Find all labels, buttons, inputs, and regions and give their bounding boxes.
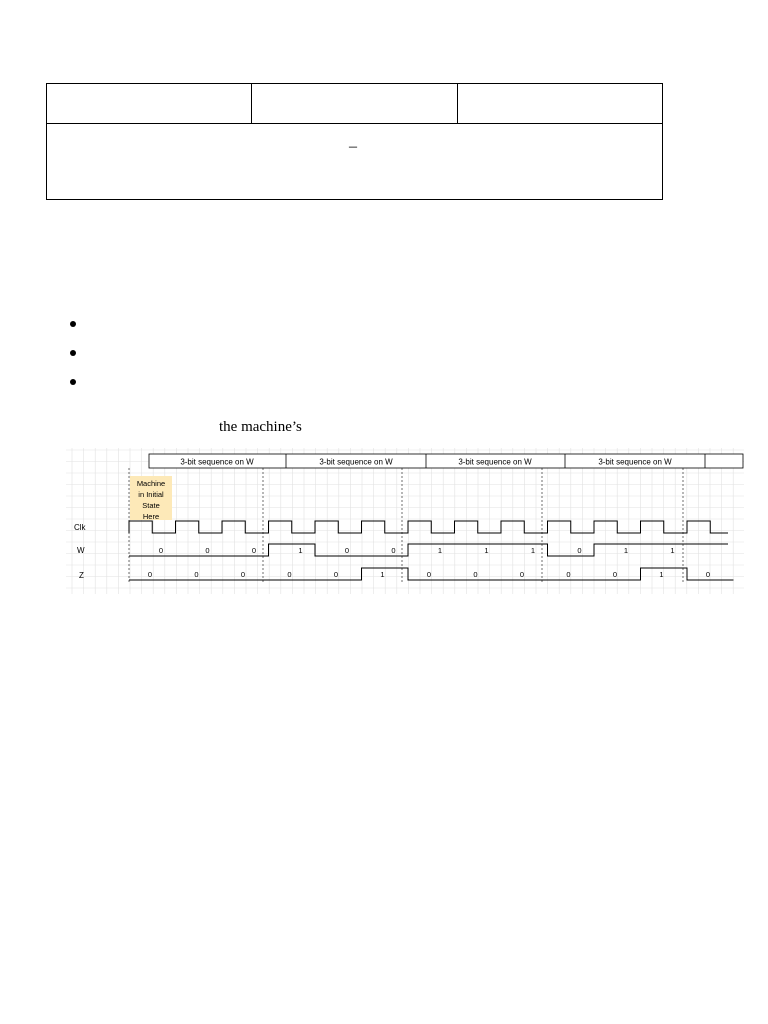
note-line: Machine <box>136 479 166 488</box>
header-cell-2 <box>252 84 457 124</box>
header-wide-cell <box>47 124 663 200</box>
value-label: 0 <box>344 546 350 555</box>
bullet-dot <box>70 350 76 356</box>
timing-diagram <box>66 446 744 596</box>
value-label: 0 <box>251 546 257 555</box>
header-cell-1 <box>47 84 252 124</box>
value-label: 0 <box>519 570 525 579</box>
segment-label: 3-bit sequence on W <box>319 457 393 467</box>
note-line: State <box>142 501 160 510</box>
value-label: 0 <box>147 570 153 579</box>
z-value-labels <box>148 570 710 579</box>
value-label: 1 <box>380 570 385 579</box>
note-line: Here <box>142 512 160 521</box>
value-label: 0 <box>426 570 432 579</box>
initial-state-note <box>130 476 172 521</box>
value-label: 0 <box>158 546 164 555</box>
value-label: 1 <box>530 546 536 555</box>
caption-text: the machine’s <box>219 419 302 435</box>
segment-header-row <box>149 454 743 468</box>
w-waveform <box>129 544 728 556</box>
clock-waveform <box>129 521 728 533</box>
bullet-dot <box>70 379 76 385</box>
bullet-dot <box>70 321 76 327</box>
value-label: 1 <box>623 546 629 555</box>
signal-label-z: Z <box>79 571 84 580</box>
value-label: 1 <box>670 546 675 555</box>
z-waveform <box>129 568 734 580</box>
value-label: 0 <box>612 570 618 579</box>
value-label: 0 <box>391 546 396 555</box>
value-label: 0 <box>705 570 711 579</box>
value-label: 0 <box>287 570 292 579</box>
value-label: 1 <box>484 546 489 555</box>
value-label: 0 <box>205 546 210 555</box>
signal-label-clk: Clk <box>74 523 86 532</box>
value-label: 0 <box>473 570 478 579</box>
segment-label: 3-bit sequence on W <box>458 457 532 467</box>
value-label: 0 <box>240 570 246 579</box>
value-label: 0 <box>577 546 582 555</box>
value-label: 0 <box>194 570 199 579</box>
value-label: 0 <box>333 570 339 579</box>
header-cell-3 <box>457 84 662 124</box>
header-table <box>46 83 663 200</box>
segment-label: 3-bit sequence on W <box>598 457 672 467</box>
value-label: 1 <box>437 546 443 555</box>
value-label: 1 <box>298 546 303 555</box>
segment-label: 3-bit sequence on W <box>180 457 254 467</box>
header-dash: – <box>349 138 357 155</box>
note-line: in Initial <box>138 490 164 499</box>
signal-label-w: W <box>77 546 85 555</box>
value-label: 1 <box>659 570 664 579</box>
value-label: 0 <box>566 570 571 579</box>
